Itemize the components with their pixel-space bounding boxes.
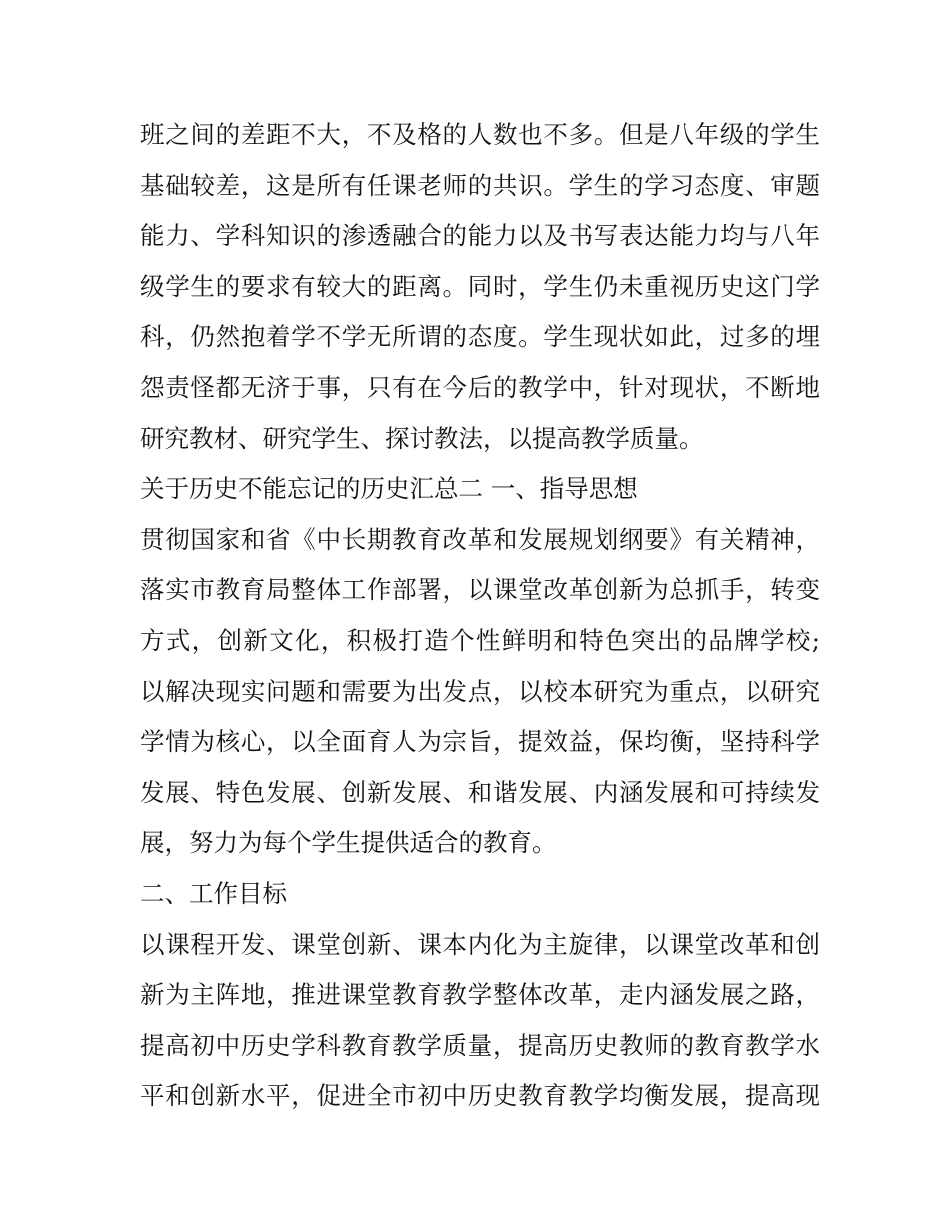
text-line: 贯彻国家和省《中长期教育改革和发展规划纲要》有关精神， bbox=[140, 524, 820, 554]
text-line: 能力、学科知识的渗透融合的能力以及书写表达能力均与八年 bbox=[140, 221, 820, 251]
text-line: 平和创新水平，促进全市初中历史教育教学均衡发展，提高现 bbox=[140, 1081, 820, 1111]
text-line: 学情为核心，以全面育人为宗旨，提效益，保均衡，坚持科学 bbox=[140, 727, 820, 757]
text-line: 以课程开发、课堂创新、课本内化为主旋律，以课堂改革和创 bbox=[140, 929, 820, 959]
text-line: 展，努力为每个学生提供适合的教育。 bbox=[140, 828, 557, 858]
text-line: 科，仍然抱着学不学无所谓的态度。学生现状如此，过多的埋 bbox=[140, 322, 820, 352]
document-body bbox=[140, 110, 820, 1122]
text-line: 新为主阵地，推进课堂教育教学整体改革，走内涵发展之路， bbox=[140, 980, 820, 1010]
text-line: 研究教材、研究学生、探讨教法，以提高教学质量。 bbox=[140, 423, 704, 453]
section-heading: 二、工作目标 bbox=[140, 878, 287, 908]
text-line: 发展、特色发展、创新发展、和谐发展、内涵发展和可持续发 bbox=[140, 777, 820, 807]
text-line: 班之间的差距不大，不及格的人数也不多。但是八年级的学生 bbox=[140, 120, 820, 149]
section-heading: 关于历史不能忘记的历史汇总二 一、指导思想 bbox=[140, 474, 638, 504]
text-line: 提高初中历史学科教育教学质量，提高历史教师的教育教学水 bbox=[140, 1030, 820, 1060]
text-line: 以解决现实问题和需要为出发点，以校本研究为重点，以研究 bbox=[140, 676, 820, 706]
text-line: 怨责怪都无济于事，只有在今后的教学中，针对现状，不断地 bbox=[140, 372, 820, 402]
text-line: 级学生的要求有较大的距离。同时，学生仍未重视历史这门学 bbox=[140, 271, 820, 301]
text-line: 方式，创新文化，积极打造个性鲜明和特色突出的品牌学校; bbox=[140, 625, 820, 655]
text-line: 基础较差，这是所有任课老师的共识。学生的学习态度、审题 bbox=[140, 170, 820, 200]
text-line: 落实市教育局整体工作部署，以课堂改革创新为总抓手，转变 bbox=[140, 575, 820, 605]
